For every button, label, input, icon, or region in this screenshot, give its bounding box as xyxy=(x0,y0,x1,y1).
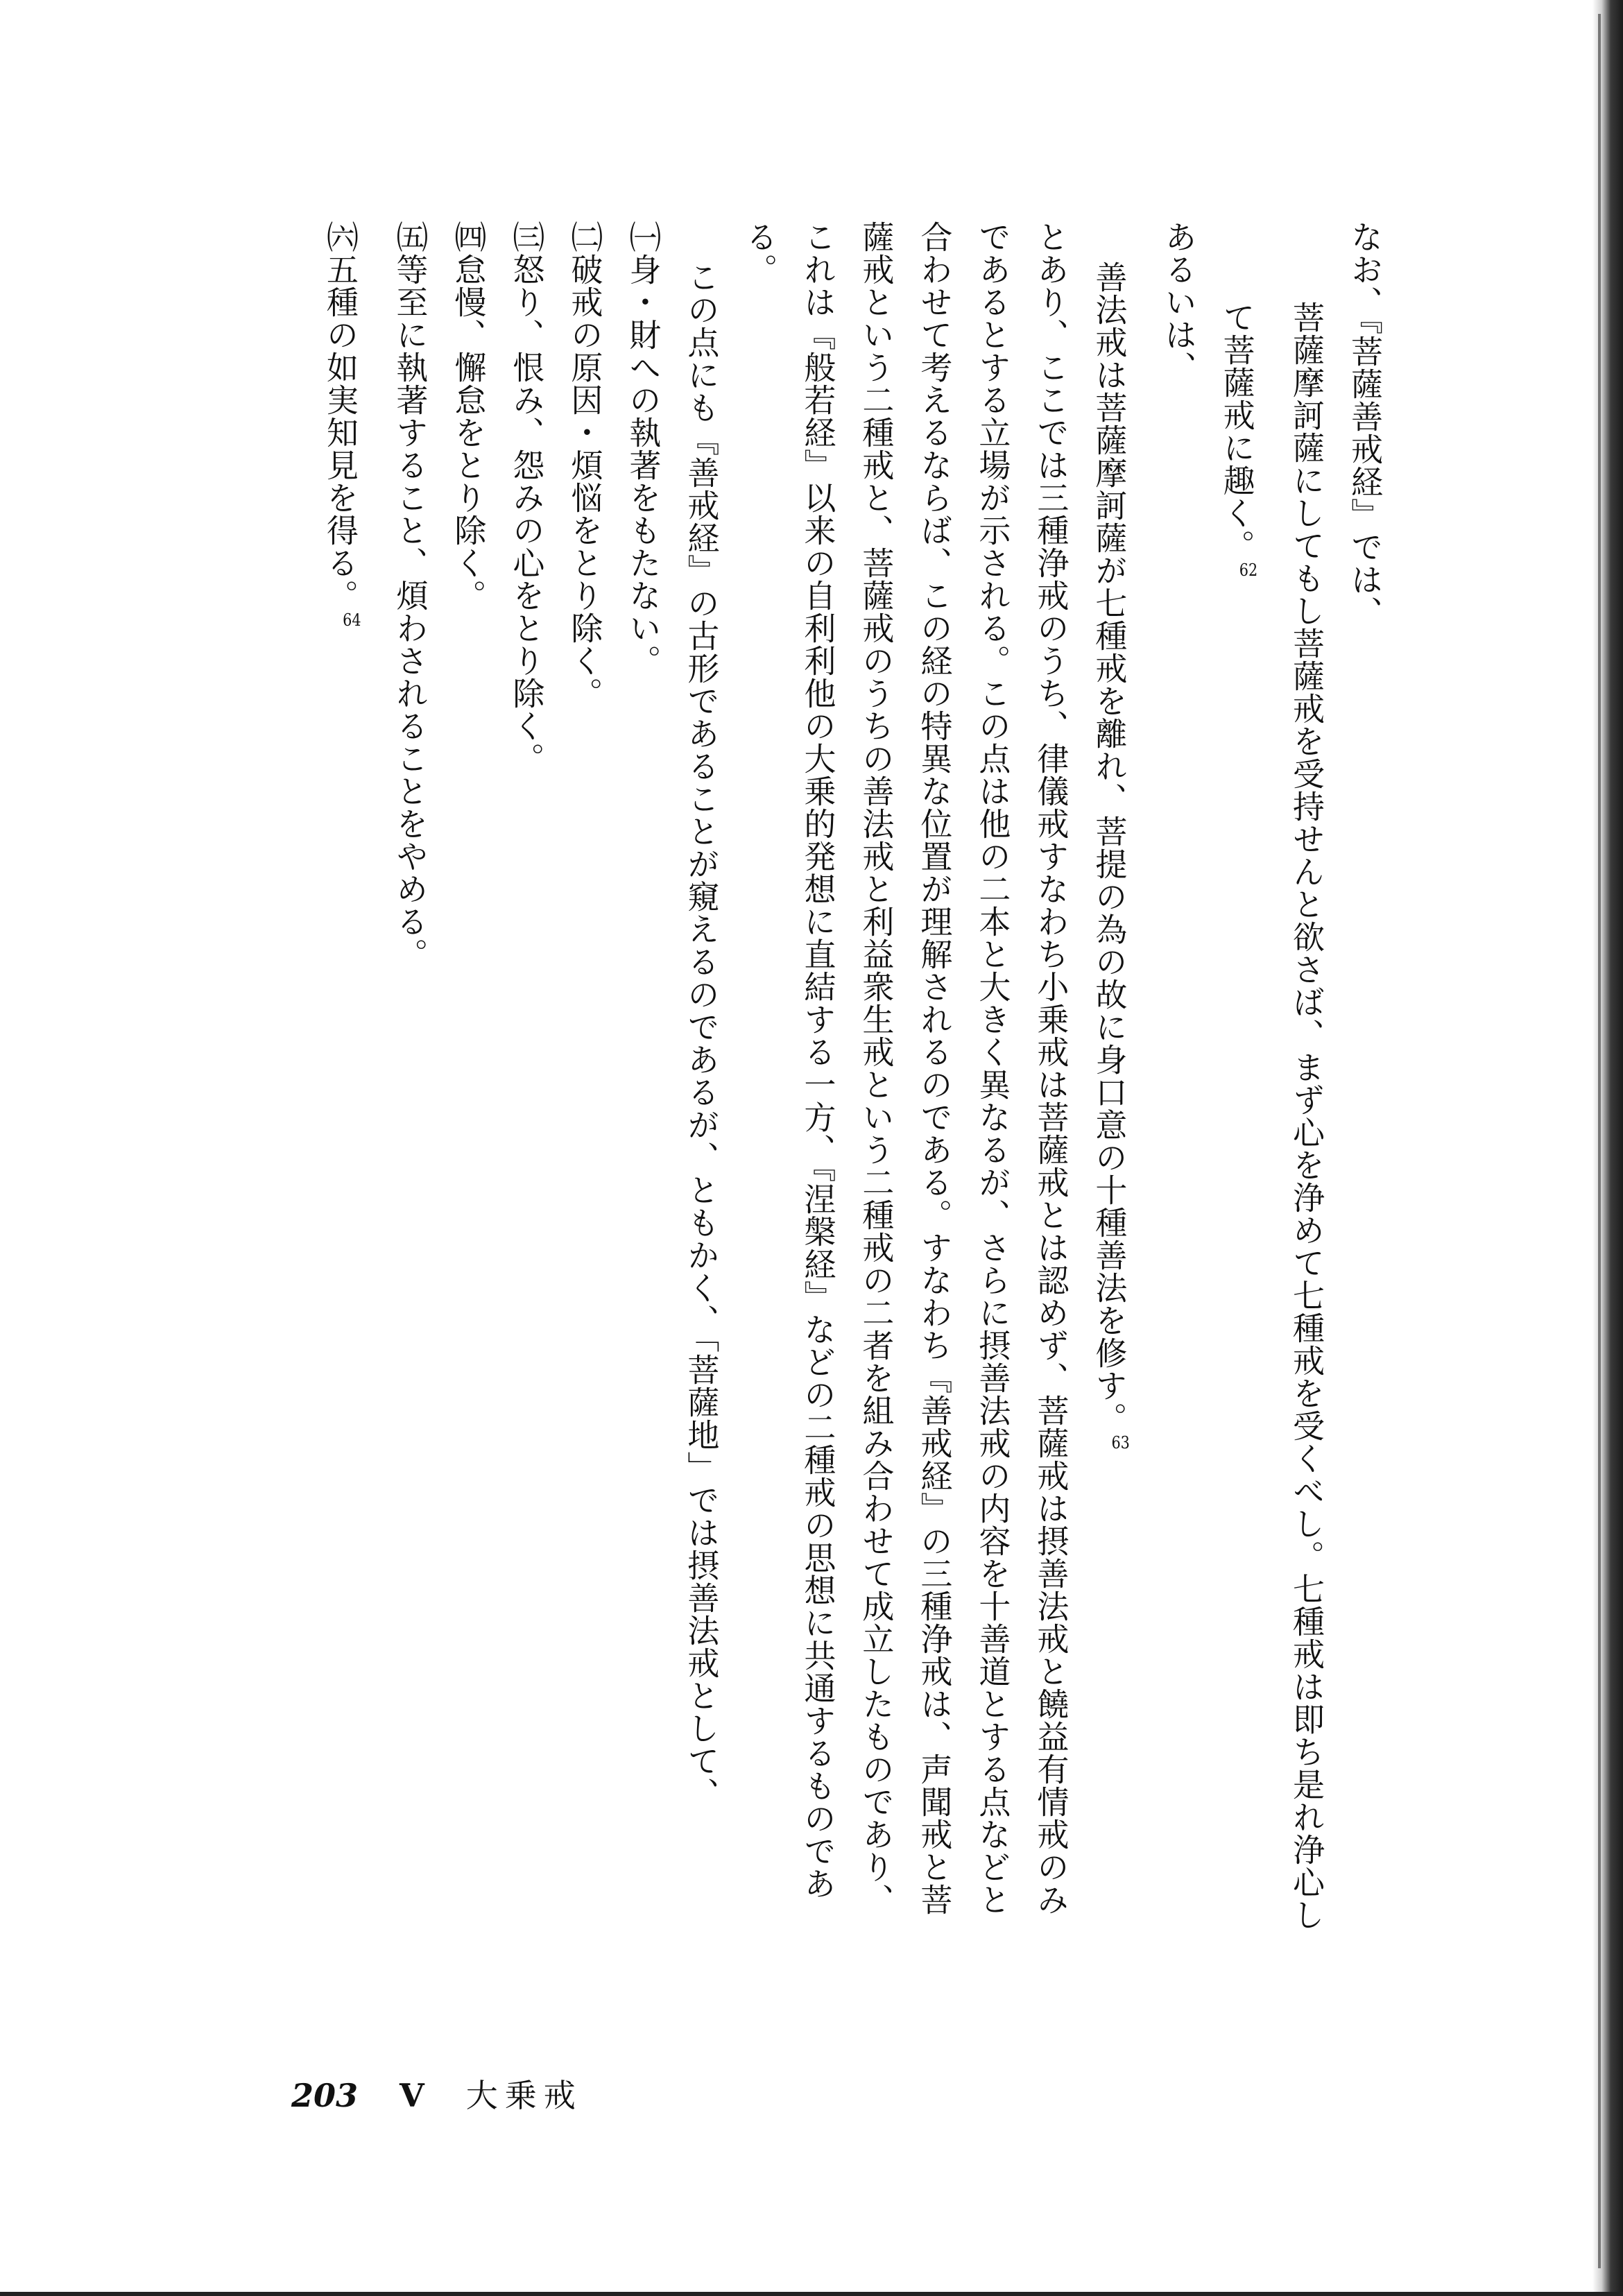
text-line xyxy=(1150,221,1208,2038)
text-line-content: 薩戒という二種戒と、菩薩戒のうちの善法戒と利益衆生戒という二種戒の二者を組み合わせて成立したものであり、 xyxy=(857,221,895,1916)
list-item xyxy=(497,221,556,2038)
chapter-title: 大乗戒 xyxy=(465,2077,583,2114)
footnote-marker-62: 62 xyxy=(1239,562,1258,579)
list-item xyxy=(381,221,439,2038)
list-item xyxy=(556,221,614,2038)
text-line xyxy=(963,221,1022,2038)
text-line xyxy=(905,221,963,2038)
text-line-content: これは『般若経』以来の自利利他の大乗的発想に直結する一方、『涅槃経』などの二種戒の思想に共通するものであ xyxy=(799,221,837,1900)
text-line xyxy=(672,221,730,2038)
text-line-content: ㈢怒り、恨み、怨みの心をとり除く。 xyxy=(508,221,546,775)
text-line-content: ㈥五種の如実知見を得る。 xyxy=(322,221,360,612)
text-line-content: であるとする立場が示される。この点は他の二本と大きく異なるが、さらに摂善法戒の内容を十善道とする点などと xyxy=(974,221,1012,1916)
text-line-content: ㈤等至に執著すること、煩わされることをやめる。 xyxy=(391,221,429,970)
text-line-content: ㈣怠慢、懈怠をとり除く。 xyxy=(449,221,488,612)
list-item xyxy=(439,221,497,2038)
text-line-content: 合わせて考えるならば、この経の特異な位置が理解されるのである。すなわち『善戒経』の三種浄戒は、声聞戒と菩 xyxy=(916,221,954,1916)
scan-bottom-edge xyxy=(0,2292,1623,2296)
text-line-content: とあり、ここでは三種浄戒のうち、律儀戒すなわち小乗戒は菩薩戒とは認めず、菩薩戒は摂善法戒と饒益有情戒のみ xyxy=(1032,221,1070,1916)
text-line-content: 善法戒は菩薩摩訶薩が七種戒を離れ、菩提の為の故に身口意の十種善法を修す。 xyxy=(1090,261,1128,1434)
text-line-content: ㈡破戒の原因・煩悩をとり除く。 xyxy=(566,221,604,710)
text-line-content: 菩薩摩訶薩にしてもし菩薩戒を受持せんと欲さば、まず心を浄めて七種戒を受くべし。七種戒は即ち是れ浄心し xyxy=(1288,301,1325,1931)
text-line xyxy=(789,221,847,2038)
page-number: 203 xyxy=(291,2077,359,2114)
text-line-content: る。 xyxy=(741,221,779,286)
text-line-content: なお、『菩薩善戒経』では、 xyxy=(1346,221,1384,628)
footnote-marker-63: 63 xyxy=(1111,1434,1130,1451)
quote-line xyxy=(1208,221,1278,2038)
text-line xyxy=(730,221,789,2038)
list-item xyxy=(311,221,381,2038)
text-line-content: ㈠身・財への執著をもたない。 xyxy=(624,221,662,677)
text-line-content: この点にも『善戒経』の古形であることが窺えるのであるが、ともかく、「菩薩地」では摂善法戒として、 xyxy=(682,261,721,1810)
quote-line xyxy=(1080,221,1149,2038)
vertical-body-text xyxy=(201,221,1394,2038)
text-line xyxy=(1336,221,1394,2038)
text-line-content: て菩薩戒に趣く。 xyxy=(1218,301,1256,562)
quote-line xyxy=(1278,221,1336,2038)
chapter-number: V xyxy=(400,2077,424,2114)
scan-binding-edge xyxy=(1592,0,1623,2296)
page-footer xyxy=(291,2071,583,2116)
text-line-content: あるいは、 xyxy=(1160,221,1198,384)
list-item xyxy=(614,221,672,2038)
text-line xyxy=(1022,221,1080,2038)
text-line xyxy=(847,221,905,2038)
footnote-marker-64: 64 xyxy=(343,612,361,628)
